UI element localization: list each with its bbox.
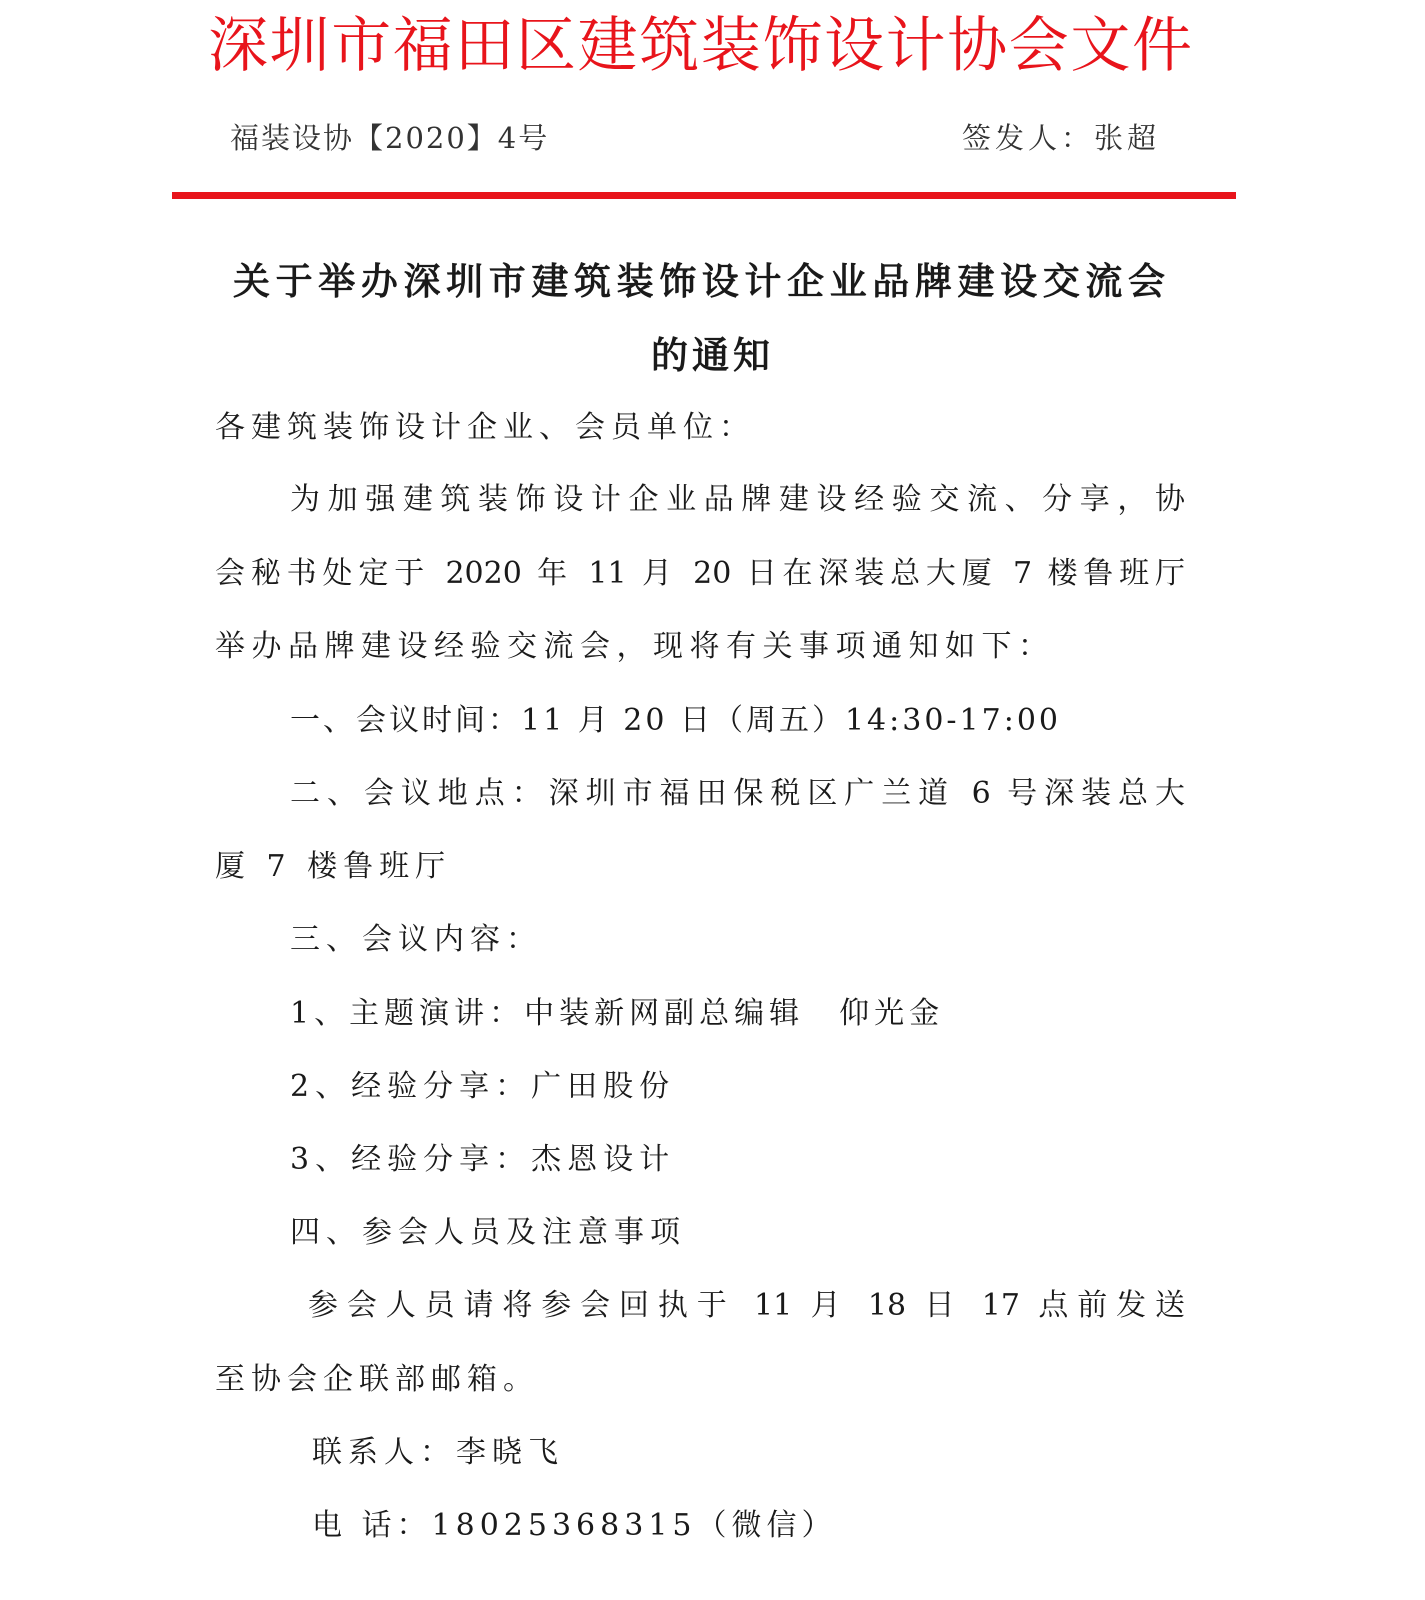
body-line: 三、会议内容：: [290, 922, 542, 957]
body-line: 为加强建筑装饰设计企业品牌建设经验交流、分享，协: [290, 482, 1185, 517]
body-line: 联系人：李晓飞: [312, 1435, 564, 1470]
body-line: 一、会议时间：11 月 20 日（周五）14:30-17:00: [290, 703, 1062, 738]
signer: 签发人：张超: [962, 121, 1161, 155]
body-line: 3、经验分享：杰恩设计: [290, 1142, 676, 1177]
body-line: 1、主题演讲：中装新网副总编辑 仰光金: [290, 996, 945, 1031]
body-line: 电 话：18025368315（微信）: [312, 1508, 837, 1543]
body-line: 举办品牌建设经验交流会，现将有关事项通知如下：: [215, 629, 1055, 664]
notice-title-line2: 的通知: [651, 333, 774, 377]
red-divider: [172, 192, 1236, 199]
body-line: 二、会议地点：深圳市福田保税区广兰道 6 号深装总大: [290, 776, 1185, 811]
body-line: 至协会企联部邮箱。: [215, 1362, 539, 1397]
notice-title-line1: 关于举办深圳市建筑装饰设计企业品牌建设交流会: [233, 259, 1165, 303]
org-title: 深圳市福田区建筑装饰设计协会文件: [208, 13, 1192, 79]
body-line: 各建筑装饰设计企业、会员单位：: [215, 410, 755, 445]
body-line: 四、参会人员及注意事项: [290, 1215, 686, 1250]
document-number: 福装设协【2020】4号: [230, 121, 550, 155]
body-line: 会秘书处定于 2020 年 11 月 20 日在深装总大厦 7 楼鲁班厅: [215, 556, 1185, 591]
body-line: 厦 7 楼鲁班厅: [215, 849, 452, 884]
body-line: 参会人员请将参会回执于 11 月 18 日 17 点前发送: [308, 1288, 1185, 1323]
body-line: 2、经验分享：广田股份: [290, 1069, 676, 1104]
